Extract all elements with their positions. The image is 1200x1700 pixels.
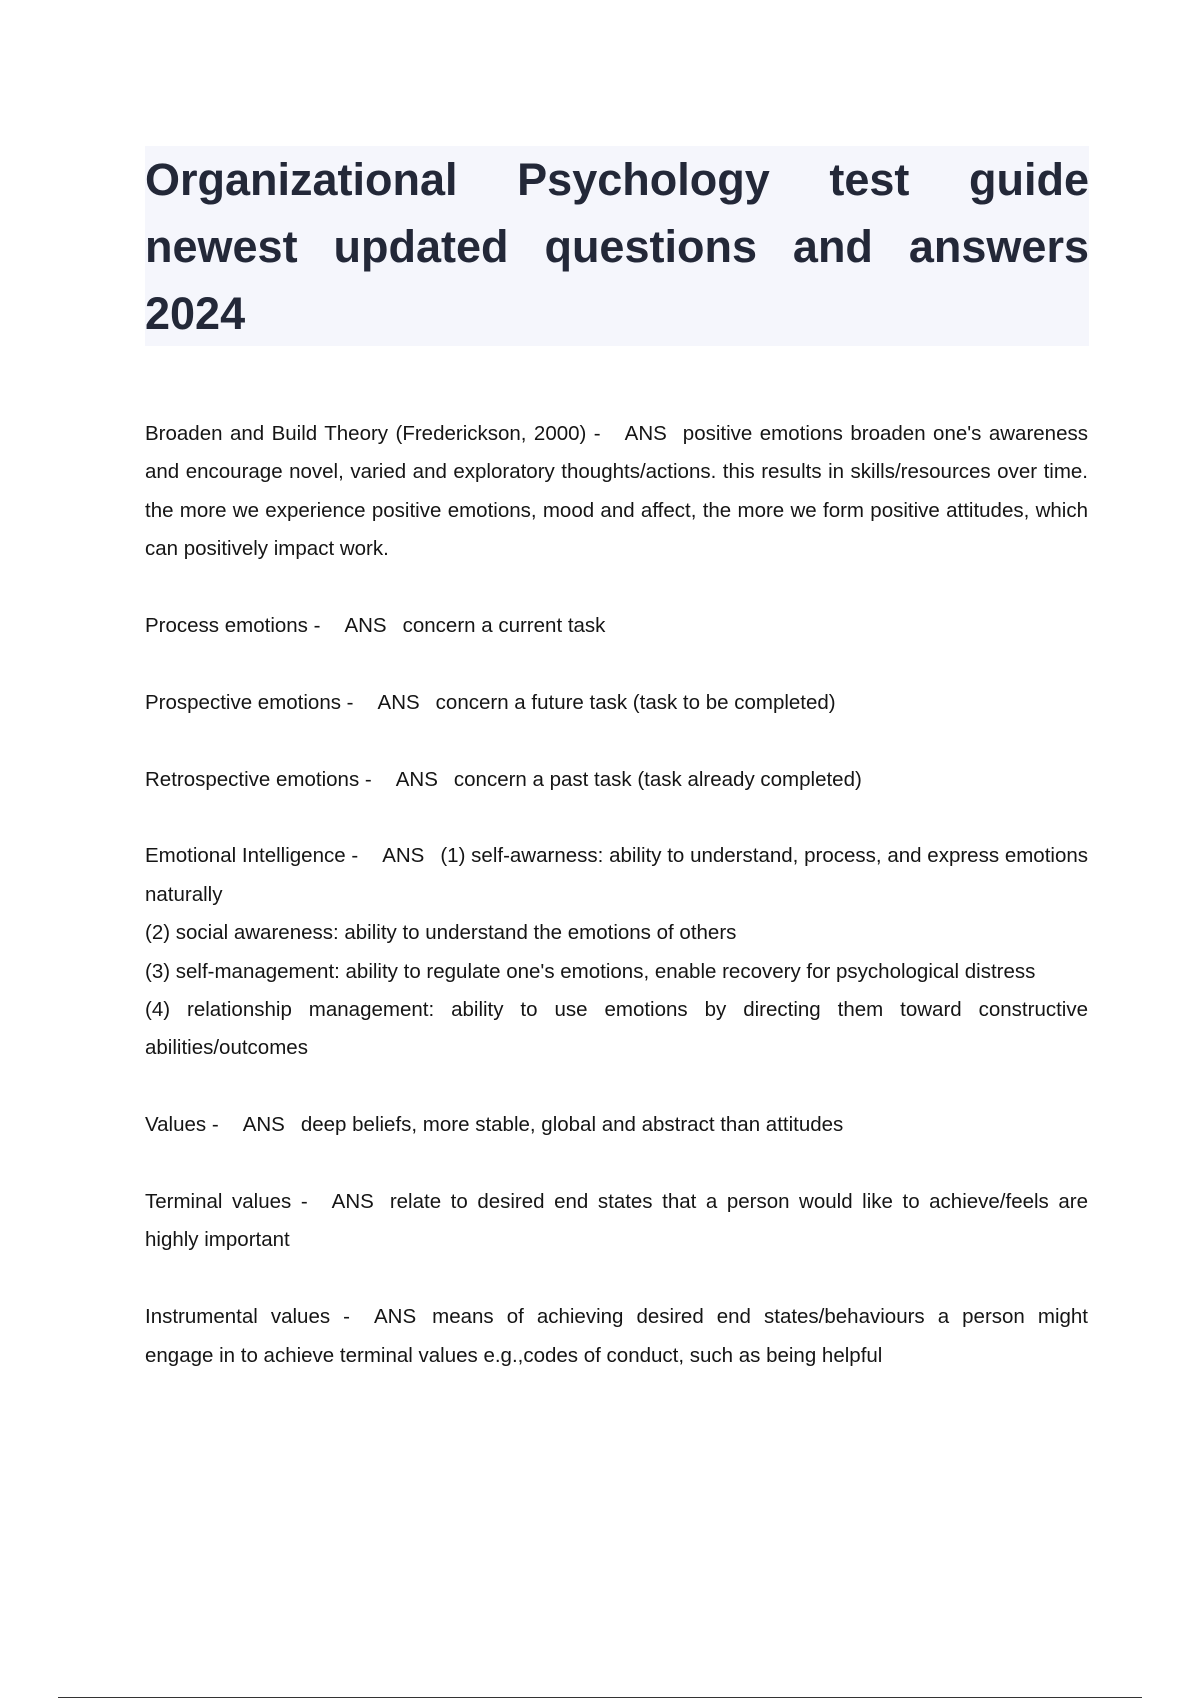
qa-line: (4) relationship management: ability to use emotions by directing them toward constructive abilities/outcomes [145, 998, 1088, 1060]
qa-answer: concern a current task [402, 614, 606, 638]
qa-line: (3) self-management: ability to regulate one's emotions, enable recovery for psychological distress [145, 959, 1036, 983]
qa-item-instrumental-values [145, 1298, 1088, 1375]
qa-term: Terminal values - [145, 1190, 308, 1214]
qa-term: Process emotions - [145, 614, 321, 638]
qa-list [145, 415, 1088, 1413]
qa-item-prospective-emotions [145, 684, 1088, 722]
qa-term: Emotional Intelligence - [145, 844, 359, 868]
ans-marker: ANS [373, 1305, 417, 1329]
ans-marker: ANS [242, 1113, 285, 1137]
qa-answer: concern a future task (task to be completed) [435, 690, 836, 714]
qa-answer: relate to desired end states that a person would like to achieve/feels are highly important [145, 1190, 1088, 1252]
ans-marker: ANS [344, 614, 387, 638]
ans-marker: ANS [624, 422, 667, 445]
qa-line: (2) social awareness: ability to understand the emotions of others [145, 921, 737, 945]
qa-item-terminal-values [145, 1183, 1088, 1260]
qa-item-process-emotions [145, 607, 1088, 645]
qa-term: Prospective emotions - [145, 690, 354, 714]
qa-item-values [145, 1106, 1088, 1144]
title-banner [145, 146, 1089, 346]
qa-answer: concern a past task (task already completed) [453, 767, 862, 791]
page-title: Organizational Psychology test guide newest updated questions and answers 2024 [145, 154, 1089, 339]
qa-item-emotional-intelligence [145, 837, 1088, 1067]
ans-marker: ANS [382, 844, 425, 868]
ans-marker: ANS [395, 767, 438, 791]
ans-marker: ANS [331, 1190, 374, 1214]
footer-divider [58, 1697, 1142, 1698]
qa-answer: (1) self-awarness: ability to understand, process, and express emotions naturally [145, 844, 1088, 906]
qa-line [145, 837, 1088, 914]
qa-term: Broaden and Build Theory (Frederickson, 2000) - [145, 422, 601, 445]
qa-item-retrospective-emotions [145, 761, 1088, 799]
qa-item-broaden-and-build [145, 415, 1088, 569]
qa-term: Retrospective emotions - [145, 767, 372, 791]
qa-answer: deep beliefs, more stable, global and abstract than attitudes [300, 1113, 844, 1137]
ans-marker: ANS [377, 690, 420, 714]
qa-term: Values - [145, 1113, 219, 1137]
qa-answer: means of achieving desired end states/behaviours a person might engage in to achieve terminal values e.g.,codes of conduct, such as being helpful [145, 1305, 1088, 1367]
qa-term: Instrumental values - [145, 1305, 350, 1329]
qa-answer: positive emotions broaden one's awareness and encourage novel, varied and exploratory thoughts/actions. this results in skills/resources over time. the more we experience positive emotions, mood and affect, the more we form positive attitudes, which can positively impact work. [145, 422, 1088, 561]
